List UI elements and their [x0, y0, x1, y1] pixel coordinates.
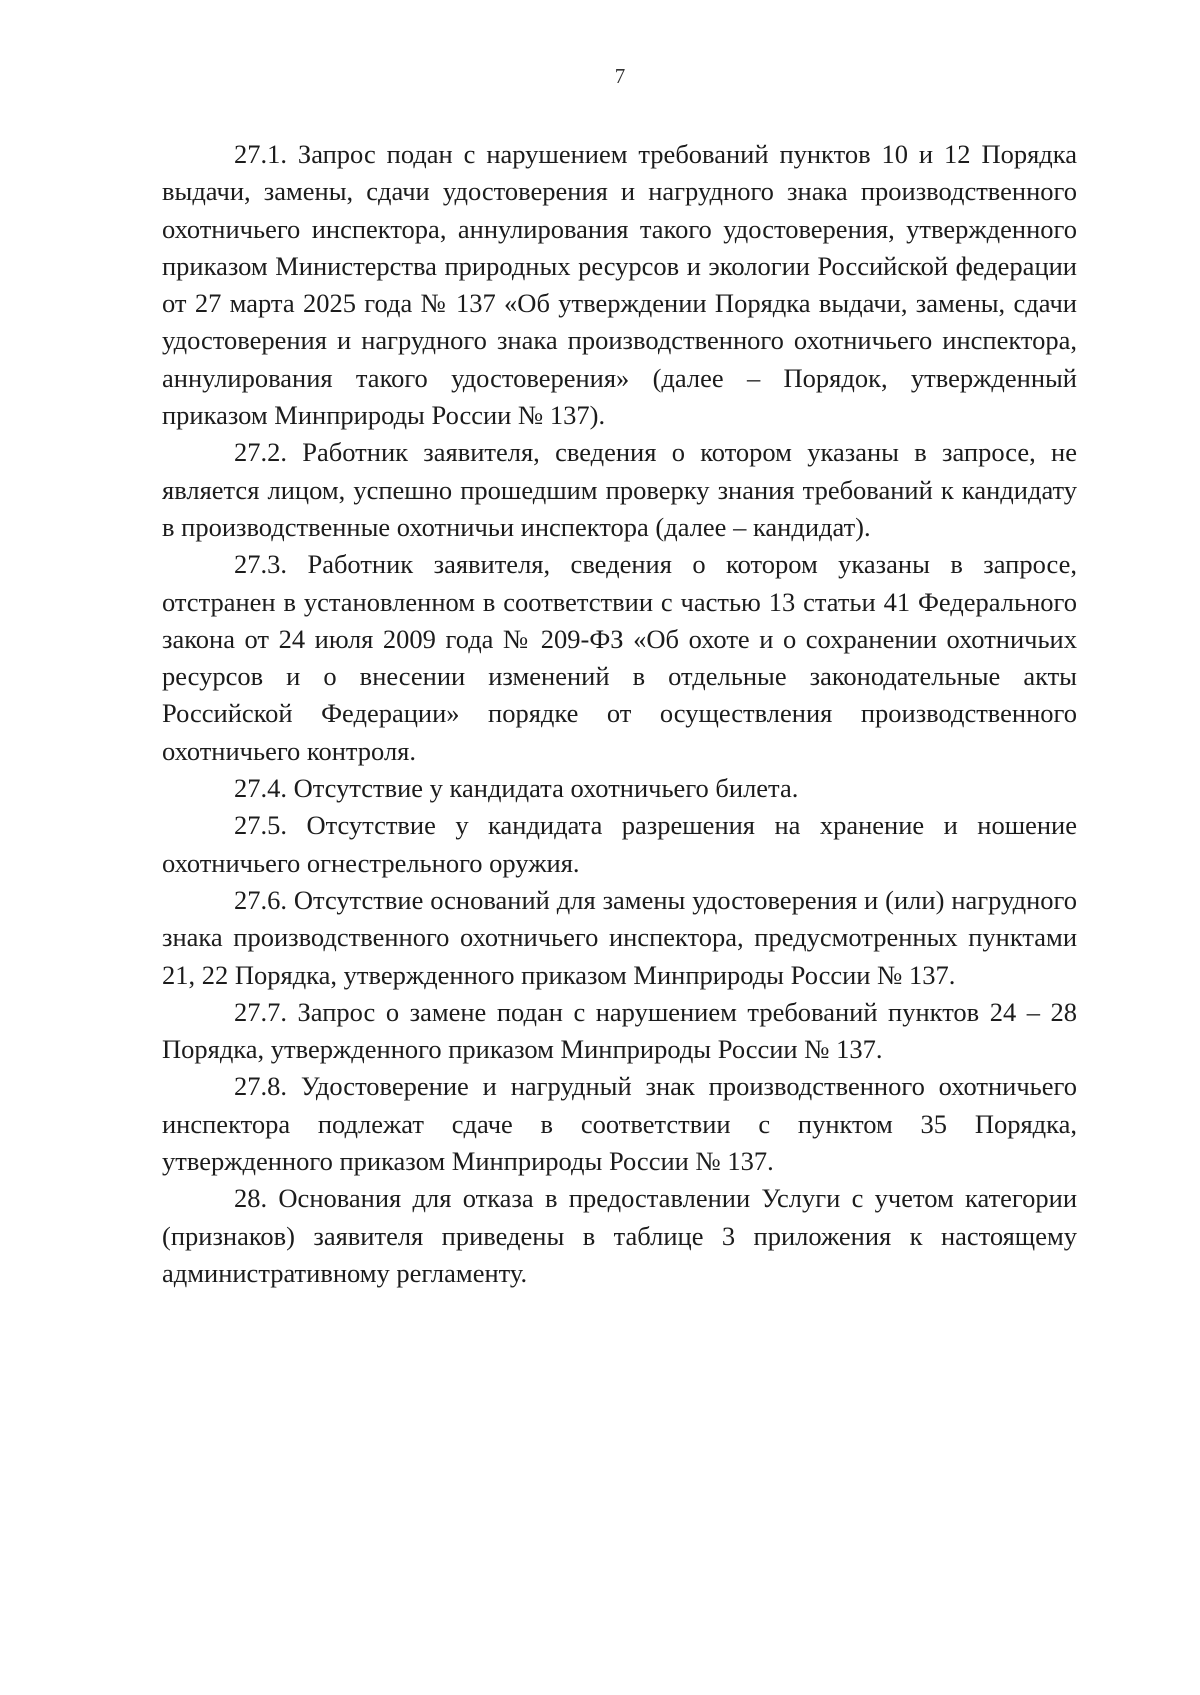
paragraph-27-2: 27.2. Работник заявителя, сведения о котором указаны в запросе, не является лицом, успешно прошедшим проверку знания требований к кандидату в производственные охотничьи инспектора (далее – кандидат). [162, 437, 1077, 542]
paragraph-27-4: 27.4. Отсутствие у кандидата охотничьего билета. [234, 773, 799, 804]
paragraph-27-1: 27.1. Запрос подан с нарушением требований пунктов 10 и 12 Порядка выдачи, замены, сдачи удостоверения и нагрудного знака производственного охотничьего инспектора, аннулирования такого удостоверения, утвержденного приказом Министерства природных ресурсов и экологии Российской федерации от 27 марта 2025 года № 137 «Об утверждении Порядка выдачи, замены, сдачи удостоверения и нагрудного знака производственного охотничьего инспектора, аннулирования такого удостоверения» (далее – Порядок, утвержденный приказом Минприроды России № 137). [162, 139, 1077, 431]
paragraph-27-5: 27.5. Отсутствие у кандидата разрешения на хранение и ношение охотничьего огнестрельного оружия. [162, 810, 1077, 878]
paragraph-27-3: 27.3. Работник заявителя, сведения о котором указаны в запросе, отстранен в установленном в соответствии с частью 13 статьи 41 Федерального закона от 24 июля 2009 года № 209-ФЗ «Об охоте и о сохранении охотничьих ресурсов и о внесении изменений в отдельные законодательные акты Российской Федерации» порядке от осуществления производственного охотничьего контроля. [162, 549, 1077, 766]
paragraph-27-7: 27.7. Запрос о замене подан с нарушением требований пунктов 24 – 28 Порядка, утвержденного приказом Минприроды России № 137. [162, 996, 1077, 1065]
document-body [162, 136, 1077, 1292]
paragraph-28: 28. Основания для отказа в предоставлении Услуги с учетом категории (признаков) заявителя приведены в таблице 3 приложения к настоящему административному регламенту. [162, 1183, 1077, 1288]
paragraph-27-8: 27.8. Удостоверение и нагрудный знак производственного охотничьего инспектора подлежат сдаче в соответствии с пунктом 35 Порядка, утвержденного приказом Минприроды России № 137. [162, 1071, 1077, 1177]
paragraph-27-6: 27.6. Отсутствие оснований для замены удостоверения и (или) нагрудного знака производственного охотничьего инспектора, предусмотренных пунктами 21, 22 Порядка, утвержденного приказом Минприроды России № 137. [162, 884, 1077, 990]
page-number: 7 [614, 64, 626, 88]
